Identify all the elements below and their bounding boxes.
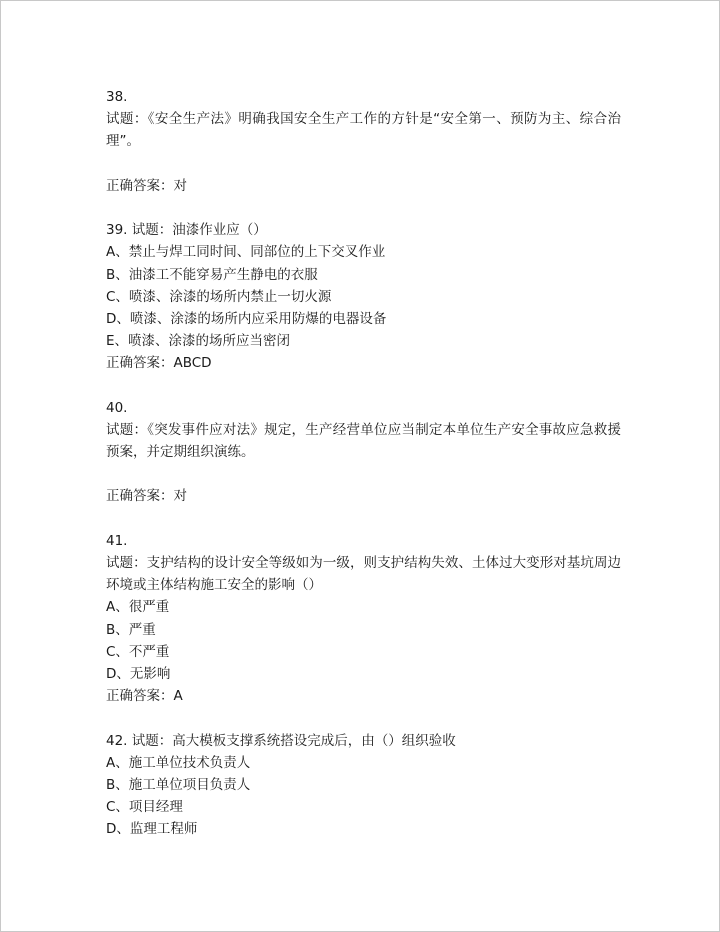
question-number: 38. bbox=[106, 89, 128, 105]
option-a: A、很严重 bbox=[106, 599, 170, 616]
spacer bbox=[106, 508, 621, 530]
spacer bbox=[106, 463, 621, 485]
spacer bbox=[106, 197, 621, 219]
question-stem: 39. 试题：油漆作业应（） bbox=[106, 222, 267, 239]
spacer bbox=[106, 374, 621, 396]
question-41 bbox=[106, 530, 621, 708]
answer-line: 正确答案：对 bbox=[106, 177, 187, 194]
question-stem: 42. 试题：高大模板支撑系统搭设完成后，由（）组织验收 bbox=[106, 732, 456, 749]
question-number: 41. bbox=[106, 532, 128, 549]
answer-line: 正确答案：ABCD bbox=[106, 355, 212, 372]
option-a: A、禁止与焊工同时间、同部位的上下交叉作业 bbox=[106, 244, 386, 261]
option-d: D、监理工程师 bbox=[106, 821, 198, 838]
question-39 bbox=[106, 219, 621, 374]
question-42 bbox=[106, 730, 621, 841]
question-stem: 试题：《安全生产法》明确我国安全生产工作的方针是“安全第一、预防为主、综合治理”。 bbox=[106, 111, 621, 150]
option-c: C、不严重 bbox=[106, 643, 170, 660]
answer-line: 正确答案：A bbox=[106, 688, 183, 705]
option-b: B、严重 bbox=[106, 621, 156, 638]
question-38 bbox=[106, 86, 621, 197]
option-b: B、油漆工不能穿易产生静电的衣服 bbox=[106, 266, 318, 283]
spacer bbox=[106, 153, 621, 175]
question-stem: 试题：《突发事件应对法》规定，生产经营单位应当制定本单位生产安全事故应急救援预案，并定期组织演练。 bbox=[106, 421, 621, 461]
question-number: 40. bbox=[106, 399, 128, 416]
option-d: D、喷漆、涂漆的场所内应采用防爆的电器设备 bbox=[106, 310, 387, 327]
option-d: D、无影响 bbox=[106, 665, 171, 682]
option-e: E、喷漆、涂漆的场所应当密闭 bbox=[106, 333, 291, 350]
question-stem: 试题：支护结构的设计安全等级如为一级，则支护结构失效、土体过大变形对基坑周边环境或主体结构施工安全的影响（） bbox=[106, 555, 621, 594]
option-c: C、喷漆、涂漆的场所内禁止一切火源 bbox=[106, 288, 332, 305]
option-b: B、施工单位项目负责人 bbox=[106, 776, 251, 793]
question-list bbox=[106, 86, 621, 840]
question-40 bbox=[106, 397, 621, 508]
answer-line: 正确答案：对 bbox=[106, 488, 187, 505]
option-c: C、项目经理 bbox=[106, 799, 183, 816]
option-a: A、施工单位技术负责人 bbox=[106, 754, 251, 771]
spacer bbox=[106, 707, 621, 729]
